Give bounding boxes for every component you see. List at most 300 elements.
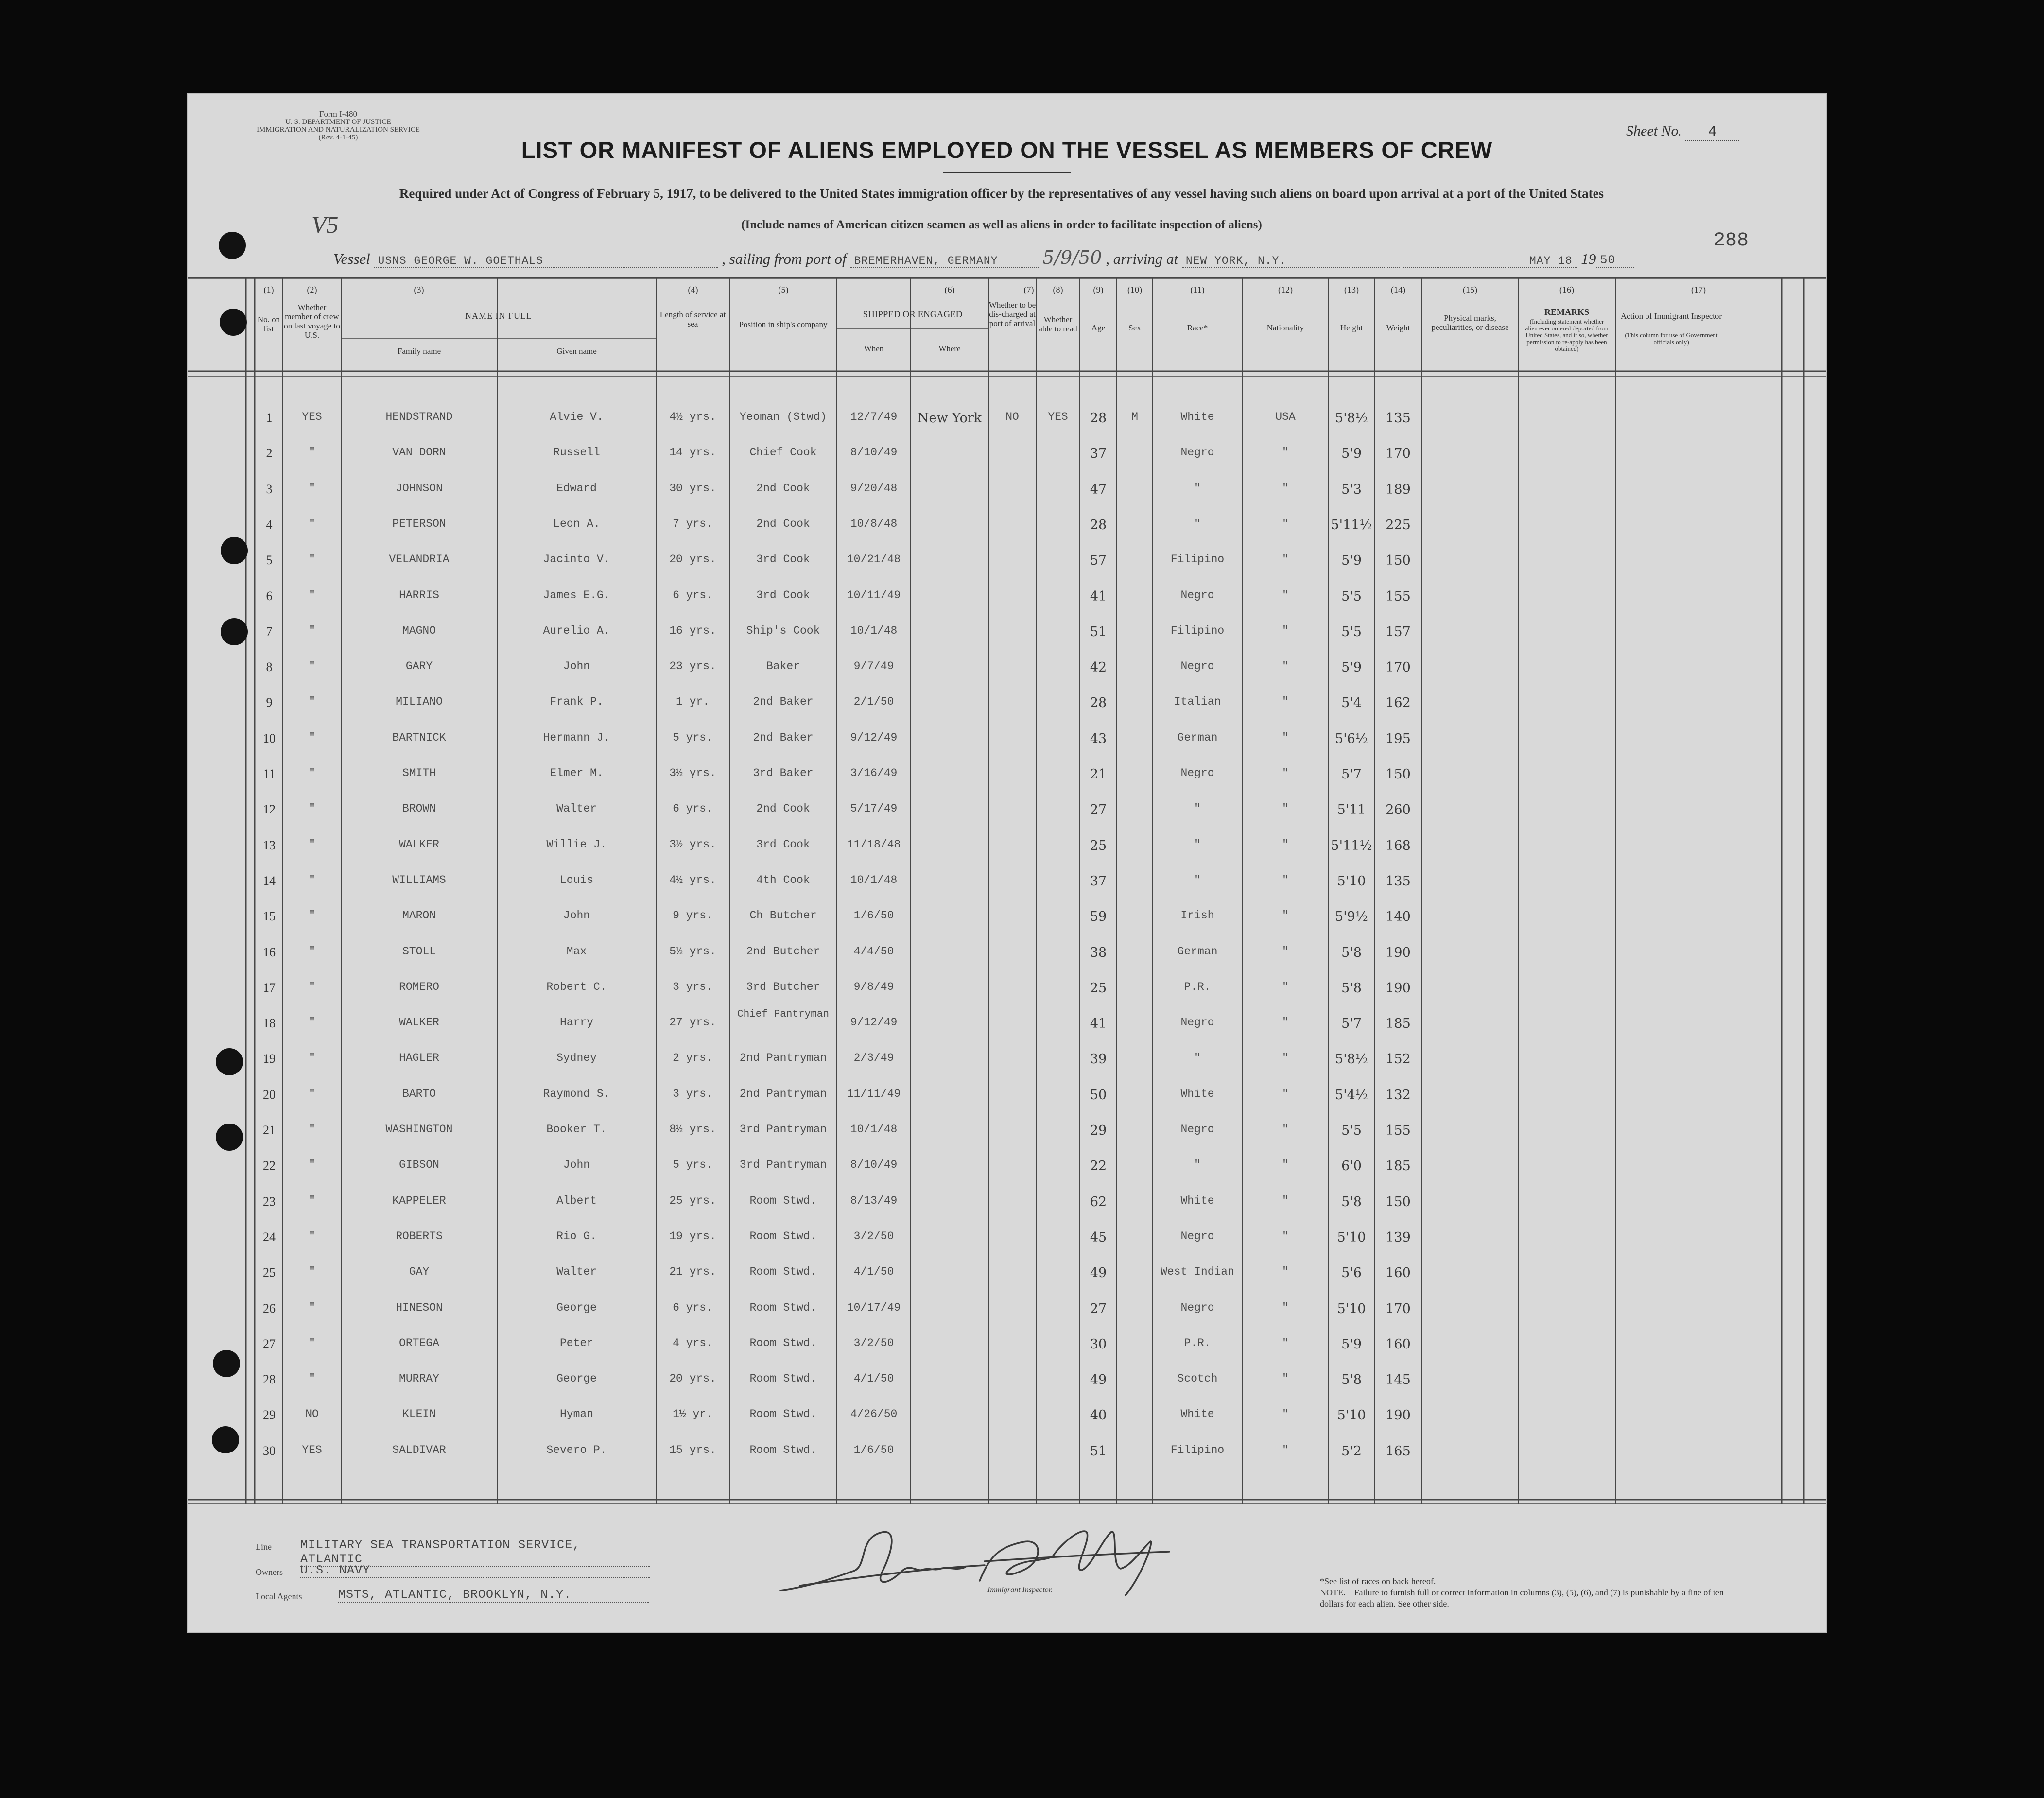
age: 28 <box>1090 517 1107 533</box>
inspector-signature <box>771 1513 1208 1610</box>
nationality: " <box>1282 1443 1289 1456</box>
column-number: (3) <box>414 285 424 294</box>
row-number: 28 <box>263 1372 276 1387</box>
row-number: 13 <box>263 838 276 852</box>
fine-note: NOTE.—Failure to furnish full or correct information in columns (3), (5), (6), and (7) is punishable by a fine of ten dollars for each alien. See other side. <box>1320 1588 1724 1608</box>
shipped-when: 5/17/49 <box>850 802 898 815</box>
age: 25 <box>1090 980 1107 996</box>
height: 5'11½ <box>1331 838 1372 853</box>
position: Chief Pantryman <box>737 1009 830 1020</box>
row-number: 19 <box>263 1052 276 1066</box>
header-action-note: (This column for use of Government officials only) <box>1625 331 1718 346</box>
length-of-service: 9 yrs. <box>673 909 713 922</box>
header-remarks-note: (Including statement whether alien ever ordered deported from United States, and if so, whether permission to re-apply has been obtained) <box>1525 318 1609 352</box>
row-number: 18 <box>263 1016 276 1031</box>
table-row <box>188 518 1826 552</box>
nationality: " <box>1282 660 1289 673</box>
row-number: 12 <box>263 802 276 817</box>
family-name: WALKER <box>399 1016 439 1029</box>
header-race: Race* <box>1187 323 1208 332</box>
column-number: (13) <box>1344 285 1359 294</box>
shipped-when: 10/1/48 <box>850 624 898 637</box>
sheet-label: Sheet No. <box>1626 123 1682 139</box>
page-number: 288 <box>1714 230 1749 252</box>
column-number: (17) <box>1691 285 1706 294</box>
table-row <box>188 624 1826 658</box>
position: Room Stwd. <box>749 1194 817 1207</box>
table-row <box>188 1408 1826 1442</box>
shipped-when: 4/1/50 <box>853 1265 894 1279</box>
nationality: " <box>1282 1123 1289 1136</box>
height: 5'8½ <box>1335 1052 1368 1067</box>
given-name: Harry <box>559 1016 593 1029</box>
age: 45 <box>1090 1229 1107 1245</box>
family-name: GARY <box>405 660 433 673</box>
table-row <box>188 802 1826 836</box>
age: 42 <box>1090 660 1107 675</box>
sailing-date: 5/9/50 <box>1042 247 1102 268</box>
member-last-voyage: " <box>309 1265 315 1279</box>
given-name: Severo P. <box>546 1443 607 1456</box>
position: Room Stwd. <box>749 1408 817 1421</box>
row-number: 6 <box>266 588 273 603</box>
punch-hole <box>213 1350 240 1377</box>
page-title: LIST OR MANIFEST OF ALIENS EMPLOYED ON THE VESSEL AS MEMBERS OF CREW <box>521 137 1493 163</box>
height: 5'7 <box>1341 1016 1362 1032</box>
position: Room Stwd. <box>749 1336 817 1349</box>
family-name: STOLL <box>402 945 436 958</box>
height: 5'3 <box>1341 482 1362 497</box>
nationality: " <box>1282 1016 1289 1029</box>
header-name-in-full: NAME IN FULL <box>465 311 532 321</box>
race: White <box>1180 411 1214 423</box>
position: 3rd Pantryman <box>739 1123 827 1136</box>
shipped-when: 3/16/49 <box>850 767 898 779</box>
column-number: (12) <box>1278 285 1293 294</box>
length-of-service: 20 yrs. <box>669 1372 716 1385</box>
punch-hole <box>219 232 246 259</box>
shipped-when: 4/1/50 <box>853 1372 894 1385</box>
shipped-when: 4/4/50 <box>853 945 894 958</box>
race: Filipino <box>1170 1443 1225 1456</box>
position: Yeoman (Stwd) <box>739 411 827 423</box>
table-row <box>188 1265 1826 1299</box>
nationality: " <box>1282 624 1289 637</box>
height: 5'2 <box>1341 1443 1362 1459</box>
table-row <box>188 411 1826 445</box>
table-row <box>188 695 1826 729</box>
age: 51 <box>1090 1443 1107 1459</box>
length-of-service: 25 yrs. <box>669 1194 716 1207</box>
row-number: 5 <box>266 553 273 568</box>
height: 5'6½ <box>1335 731 1368 746</box>
position: 3rd Cook <box>756 838 810 851</box>
header-able-to-read: Whether able to read <box>1039 315 1077 333</box>
column-number: (16) <box>1559 285 1574 294</box>
column-number: (10) <box>1127 285 1142 294</box>
row-number: 8 <box>266 660 273 674</box>
race: White <box>1180 1408 1214 1421</box>
given-name: George <box>556 1372 597 1385</box>
length-of-service: 6 yrs. <box>673 802 713 815</box>
position: Ch Butcher <box>749 909 817 922</box>
shipped-when: 10/1/48 <box>850 1123 898 1136</box>
position: 3rd Pantryman <box>739 1158 827 1172</box>
nationality: " <box>1282 1052 1289 1065</box>
height: 5'9 <box>1341 553 1362 569</box>
given-name: Frank P. <box>550 695 604 709</box>
row-number: 22 <box>263 1158 276 1173</box>
height: 5'9 <box>1341 1336 1362 1352</box>
family-name: VAN DORN <box>392 446 446 459</box>
punch-hole <box>216 1124 243 1151</box>
member-last-voyage: NO <box>305 1408 319 1421</box>
member-last-voyage: " <box>309 873 315 886</box>
shipped-when: 8/10/49 <box>850 446 898 459</box>
weight: 150 <box>1386 1194 1411 1210</box>
column-number: (5) <box>778 285 789 294</box>
table-row <box>188 1444 1826 1478</box>
age: 57 <box>1090 553 1107 569</box>
length-of-service: 23 yrs. <box>669 660 716 673</box>
shipped-when: 11/18/48 <box>847 838 901 851</box>
member-last-voyage: " <box>309 731 315 744</box>
race: White <box>1180 1194 1214 1207</box>
age: 28 <box>1090 411 1107 426</box>
shipped-when: 8/10/49 <box>850 1158 898 1172</box>
table-row <box>188 981 1826 1015</box>
punch-hole <box>216 1048 243 1075</box>
agents-label: Local Agents <box>256 1591 302 1601</box>
table-row <box>188 1301 1826 1335</box>
age: 39 <box>1090 1052 1107 1067</box>
height: 5'11½ <box>1331 517 1372 533</box>
height: 5'8½ <box>1335 411 1368 426</box>
line-label: Line <box>256 1542 272 1552</box>
column-number: (11) <box>1190 285 1205 294</box>
table-row <box>188 1230 1826 1264</box>
length-of-service: 20 yrs. <box>669 553 716 566</box>
family-name: BARTNICK <box>392 731 446 744</box>
table-row <box>188 1158 1826 1193</box>
length-of-service: 5 yrs. <box>673 1158 713 1172</box>
owners-label: Owners <box>256 1567 283 1577</box>
race: Filipino <box>1170 624 1225 637</box>
table-row <box>188 1337 1826 1371</box>
nationality: " <box>1282 553 1289 566</box>
length-of-service: 2 yrs. <box>673 1052 713 1065</box>
weight: 150 <box>1386 767 1411 782</box>
family-name: BARTO <box>402 1087 436 1100</box>
position: Room Stwd. <box>749 1229 817 1243</box>
given-name: John <box>563 660 590 673</box>
given-name: James E.G. <box>543 588 610 602</box>
age: 43 <box>1090 731 1107 746</box>
age: 25 <box>1090 838 1107 853</box>
height: 5'8 <box>1341 945 1362 960</box>
length-of-service: 8½ yrs. <box>669 1123 716 1136</box>
inspector-label: Immigrant Inspector. <box>987 1586 1053 1594</box>
length-of-service: 3½ yrs. <box>669 767 716 779</box>
length-of-service: 3 yrs. <box>673 1087 713 1100</box>
row-number: 14 <box>263 873 276 888</box>
position: 4th Cook <box>756 873 810 886</box>
table-row <box>188 1088 1826 1122</box>
table-row <box>188 874 1826 908</box>
member-last-voyage: " <box>309 1372 315 1385</box>
arriving-label: , arriving at <box>1106 250 1178 267</box>
sailing-label: , sailing from port of <box>722 250 847 267</box>
position: 2nd Butcher <box>746 945 820 958</box>
arrival-year: 50 <box>1596 253 1634 268</box>
shipped-when: 4/26/50 <box>850 1408 898 1421</box>
footnote <box>1320 1513 1748 1609</box>
family-name: WALKER <box>399 838 439 851</box>
column-number: (1) <box>263 285 274 294</box>
member-last-voyage: " <box>309 838 315 851</box>
weight: 189 <box>1386 482 1411 497</box>
height: 5'4½ <box>1335 1087 1368 1103</box>
punch-hole <box>221 537 248 564</box>
member-last-voyage: " <box>309 1158 315 1172</box>
row-number: 9 <box>266 695 273 710</box>
header-remarks: REMARKS <box>1544 307 1589 317</box>
owners-value: U.S. NAVY <box>300 1563 650 1578</box>
family-name: HENDSTRAND <box>385 411 453 423</box>
nationality: " <box>1282 517 1289 530</box>
member-last-voyage: " <box>309 1336 315 1349</box>
family-name: HAGLER <box>399 1052 439 1065</box>
header-sex: Sex <box>1128 323 1141 332</box>
able-to-read: YES <box>1048 411 1068 423</box>
races-note: *See list of races on back hereof. <box>1320 1576 1436 1586</box>
position: Room Stwd. <box>749 1372 817 1385</box>
header-weight: Weight <box>1386 323 1410 332</box>
length-of-service: 4½ yrs. <box>669 411 716 423</box>
table-row <box>188 838 1826 872</box>
shipped-where: New York <box>917 411 982 426</box>
row-number: 17 <box>263 980 276 995</box>
weight: 190 <box>1386 1408 1411 1423</box>
race: Negro <box>1180 1123 1214 1136</box>
height: 5'8 <box>1341 980 1362 996</box>
form-number: Form I-480 <box>319 109 357 119</box>
form-service: IMMIGRATION AND NATURALIZATION SERVICE <box>257 126 420 134</box>
height: 5'5 <box>1341 1123 1362 1138</box>
race: Negro <box>1180 767 1214 779</box>
race: German <box>1177 731 1218 744</box>
given-name: Russell <box>553 446 600 459</box>
length-of-service: 3 yrs. <box>673 980 713 993</box>
position: 2nd Pantryman <box>739 1052 827 1065</box>
height: 6'0 <box>1341 1158 1362 1174</box>
race: Scotch <box>1177 1372 1218 1385</box>
given-name: Booker T. <box>546 1123 607 1136</box>
shipped-when: 10/1/48 <box>850 873 898 886</box>
punch-hole <box>212 1426 239 1453</box>
row-number: 2 <box>266 446 273 461</box>
length-of-service: 5½ yrs. <box>669 945 716 958</box>
member-last-voyage: " <box>309 1087 315 1100</box>
table-row <box>188 482 1826 516</box>
header-where: Where <box>938 344 961 353</box>
sex: M <box>1131 411 1138 423</box>
nationality: " <box>1282 838 1289 851</box>
weight: 165 <box>1386 1443 1411 1459</box>
sheet-value: 4 <box>1685 124 1739 141</box>
row-number: 4 <box>266 517 273 532</box>
shipped-when: 1/6/50 <box>853 1443 894 1456</box>
position: 2nd Cook <box>756 802 810 815</box>
height: 5'5 <box>1341 624 1362 640</box>
given-name: Aurelio A. <box>543 624 610 637</box>
family-name: WASHINGTON <box>385 1123 453 1136</box>
table-row <box>188 1052 1826 1086</box>
position: 3rd Cook <box>756 553 810 566</box>
member-last-voyage: " <box>309 945 315 958</box>
shipped-when: 8/13/49 <box>850 1194 898 1207</box>
nationality: " <box>1282 1336 1289 1349</box>
position: 2nd Cook <box>756 517 810 530</box>
race: Negro <box>1180 588 1214 602</box>
row-number: 27 <box>263 1336 276 1351</box>
discharged: NO <box>1005 411 1019 423</box>
race: " <box>1194 482 1201 495</box>
row-number: 11 <box>263 767 276 781</box>
shipped-when: 10/11/49 <box>847 588 901 602</box>
column-number: (7) <box>1023 285 1034 294</box>
nationality: " <box>1282 980 1289 993</box>
nationality: " <box>1282 731 1289 744</box>
header-family-name: Family name <box>397 346 441 356</box>
age: 41 <box>1090 588 1107 604</box>
table-row <box>188 1123 1826 1157</box>
given-name: Hermann J. <box>543 731 610 744</box>
header-height: Height <box>1340 323 1363 332</box>
race: " <box>1194 1052 1201 1065</box>
race: " <box>1194 1158 1201 1172</box>
position: Baker <box>766 660 800 673</box>
given-name: Walter <box>556 1265 597 1279</box>
row-number: 29 <box>263 1408 276 1422</box>
nationality: USA <box>1275 411 1296 423</box>
weight: 185 <box>1386 1158 1411 1174</box>
table-row <box>188 660 1826 694</box>
column-number: (8) <box>1053 285 1063 294</box>
height: 5'11 <box>1337 802 1366 818</box>
age: 22 <box>1090 1158 1107 1174</box>
family-name: HINESON <box>396 1301 443 1314</box>
row-number: 7 <box>266 624 273 639</box>
age: 37 <box>1090 446 1107 462</box>
age: 40 <box>1090 1408 1107 1423</box>
weight: 145 <box>1386 1372 1411 1388</box>
shipped-when: 10/21/48 <box>847 553 901 566</box>
race: Negro <box>1180 1229 1214 1243</box>
header-shipped-or-engaged: SHIPPED OR ENGAGED <box>863 310 963 320</box>
length-of-service: 1½ yr. <box>673 1408 713 1421</box>
shipped-when: 3/2/50 <box>853 1229 894 1243</box>
position: 2nd Baker <box>753 731 814 744</box>
member-last-voyage: " <box>309 1052 315 1065</box>
position: Chief Cook <box>749 446 817 459</box>
shipped-when: 9/12/49 <box>850 1016 898 1029</box>
row-number: 16 <box>263 945 276 959</box>
table-row <box>188 945 1826 979</box>
table-row <box>188 909 1826 943</box>
nationality: " <box>1282 1158 1289 1172</box>
age: 47 <box>1090 482 1107 497</box>
race: P.R. <box>1184 1336 1211 1349</box>
height: 5'6 <box>1341 1265 1362 1281</box>
length-of-service: 1 yr. <box>676 695 710 709</box>
table-row <box>188 731 1826 765</box>
punch-hole <box>221 618 248 645</box>
position: 2nd Baker <box>753 695 814 709</box>
given-name: Elmer M. <box>550 767 604 779</box>
height: 5'9½ <box>1335 909 1368 925</box>
age: 62 <box>1090 1194 1107 1210</box>
member-last-voyage: " <box>309 1016 315 1029</box>
weight: 185 <box>1386 1016 1411 1032</box>
row-number: 26 <box>263 1301 276 1315</box>
weight: 190 <box>1386 945 1411 960</box>
family-name: MILIANO <box>396 695 443 709</box>
family-name: HARRIS <box>399 588 439 602</box>
member-last-voyage: " <box>309 553 315 566</box>
shipped-when: 10/8/48 <box>850 517 898 530</box>
member-last-voyage: " <box>309 588 315 602</box>
column-number: (6) <box>944 285 955 294</box>
given-name: John <box>563 909 590 922</box>
weight: 140 <box>1386 909 1411 925</box>
family-name: MURRAY <box>399 1372 439 1385</box>
nationality: " <box>1282 767 1289 779</box>
weight: 135 <box>1386 411 1411 426</box>
given-name: George <box>556 1301 597 1314</box>
given-name: Edward <box>556 482 597 495</box>
header-member-last-voyage: Whether member of crew on last voyage to U.S. <box>284 303 340 340</box>
member-last-voyage: " <box>309 517 315 530</box>
race: " <box>1194 838 1201 851</box>
row-number: 30 <box>263 1443 276 1458</box>
family-name: GAY <box>409 1265 430 1279</box>
header-position: Position in ship's company <box>739 320 828 329</box>
weight: 195 <box>1386 731 1411 746</box>
family-name: SALDIVAR <box>392 1443 446 1456</box>
race: Negro <box>1180 1016 1214 1029</box>
age: 41 <box>1090 1016 1107 1032</box>
height: 5'10 <box>1337 873 1366 889</box>
nationality: " <box>1282 1265 1289 1279</box>
position: Ship's Cook <box>746 624 820 637</box>
weight: 162 <box>1386 695 1411 711</box>
header-discharged: Whether to be dis-charged at port of arrival <box>988 300 1036 328</box>
weight: 155 <box>1386 588 1411 604</box>
nationality: " <box>1282 873 1289 886</box>
header-given-name: Given name <box>556 346 597 356</box>
position: Room Stwd. <box>749 1301 817 1314</box>
position: Room Stwd. <box>749 1443 817 1456</box>
weight: 170 <box>1386 1301 1411 1316</box>
punch-hole <box>220 309 247 336</box>
table-row <box>188 1009 1826 1050</box>
header-nationality: Nationality <box>1266 323 1304 332</box>
vessel-label: Vessel <box>333 250 370 267</box>
nationality: " <box>1282 1229 1289 1243</box>
weight: 260 <box>1386 802 1411 818</box>
given-name: Hyman <box>559 1408 593 1421</box>
